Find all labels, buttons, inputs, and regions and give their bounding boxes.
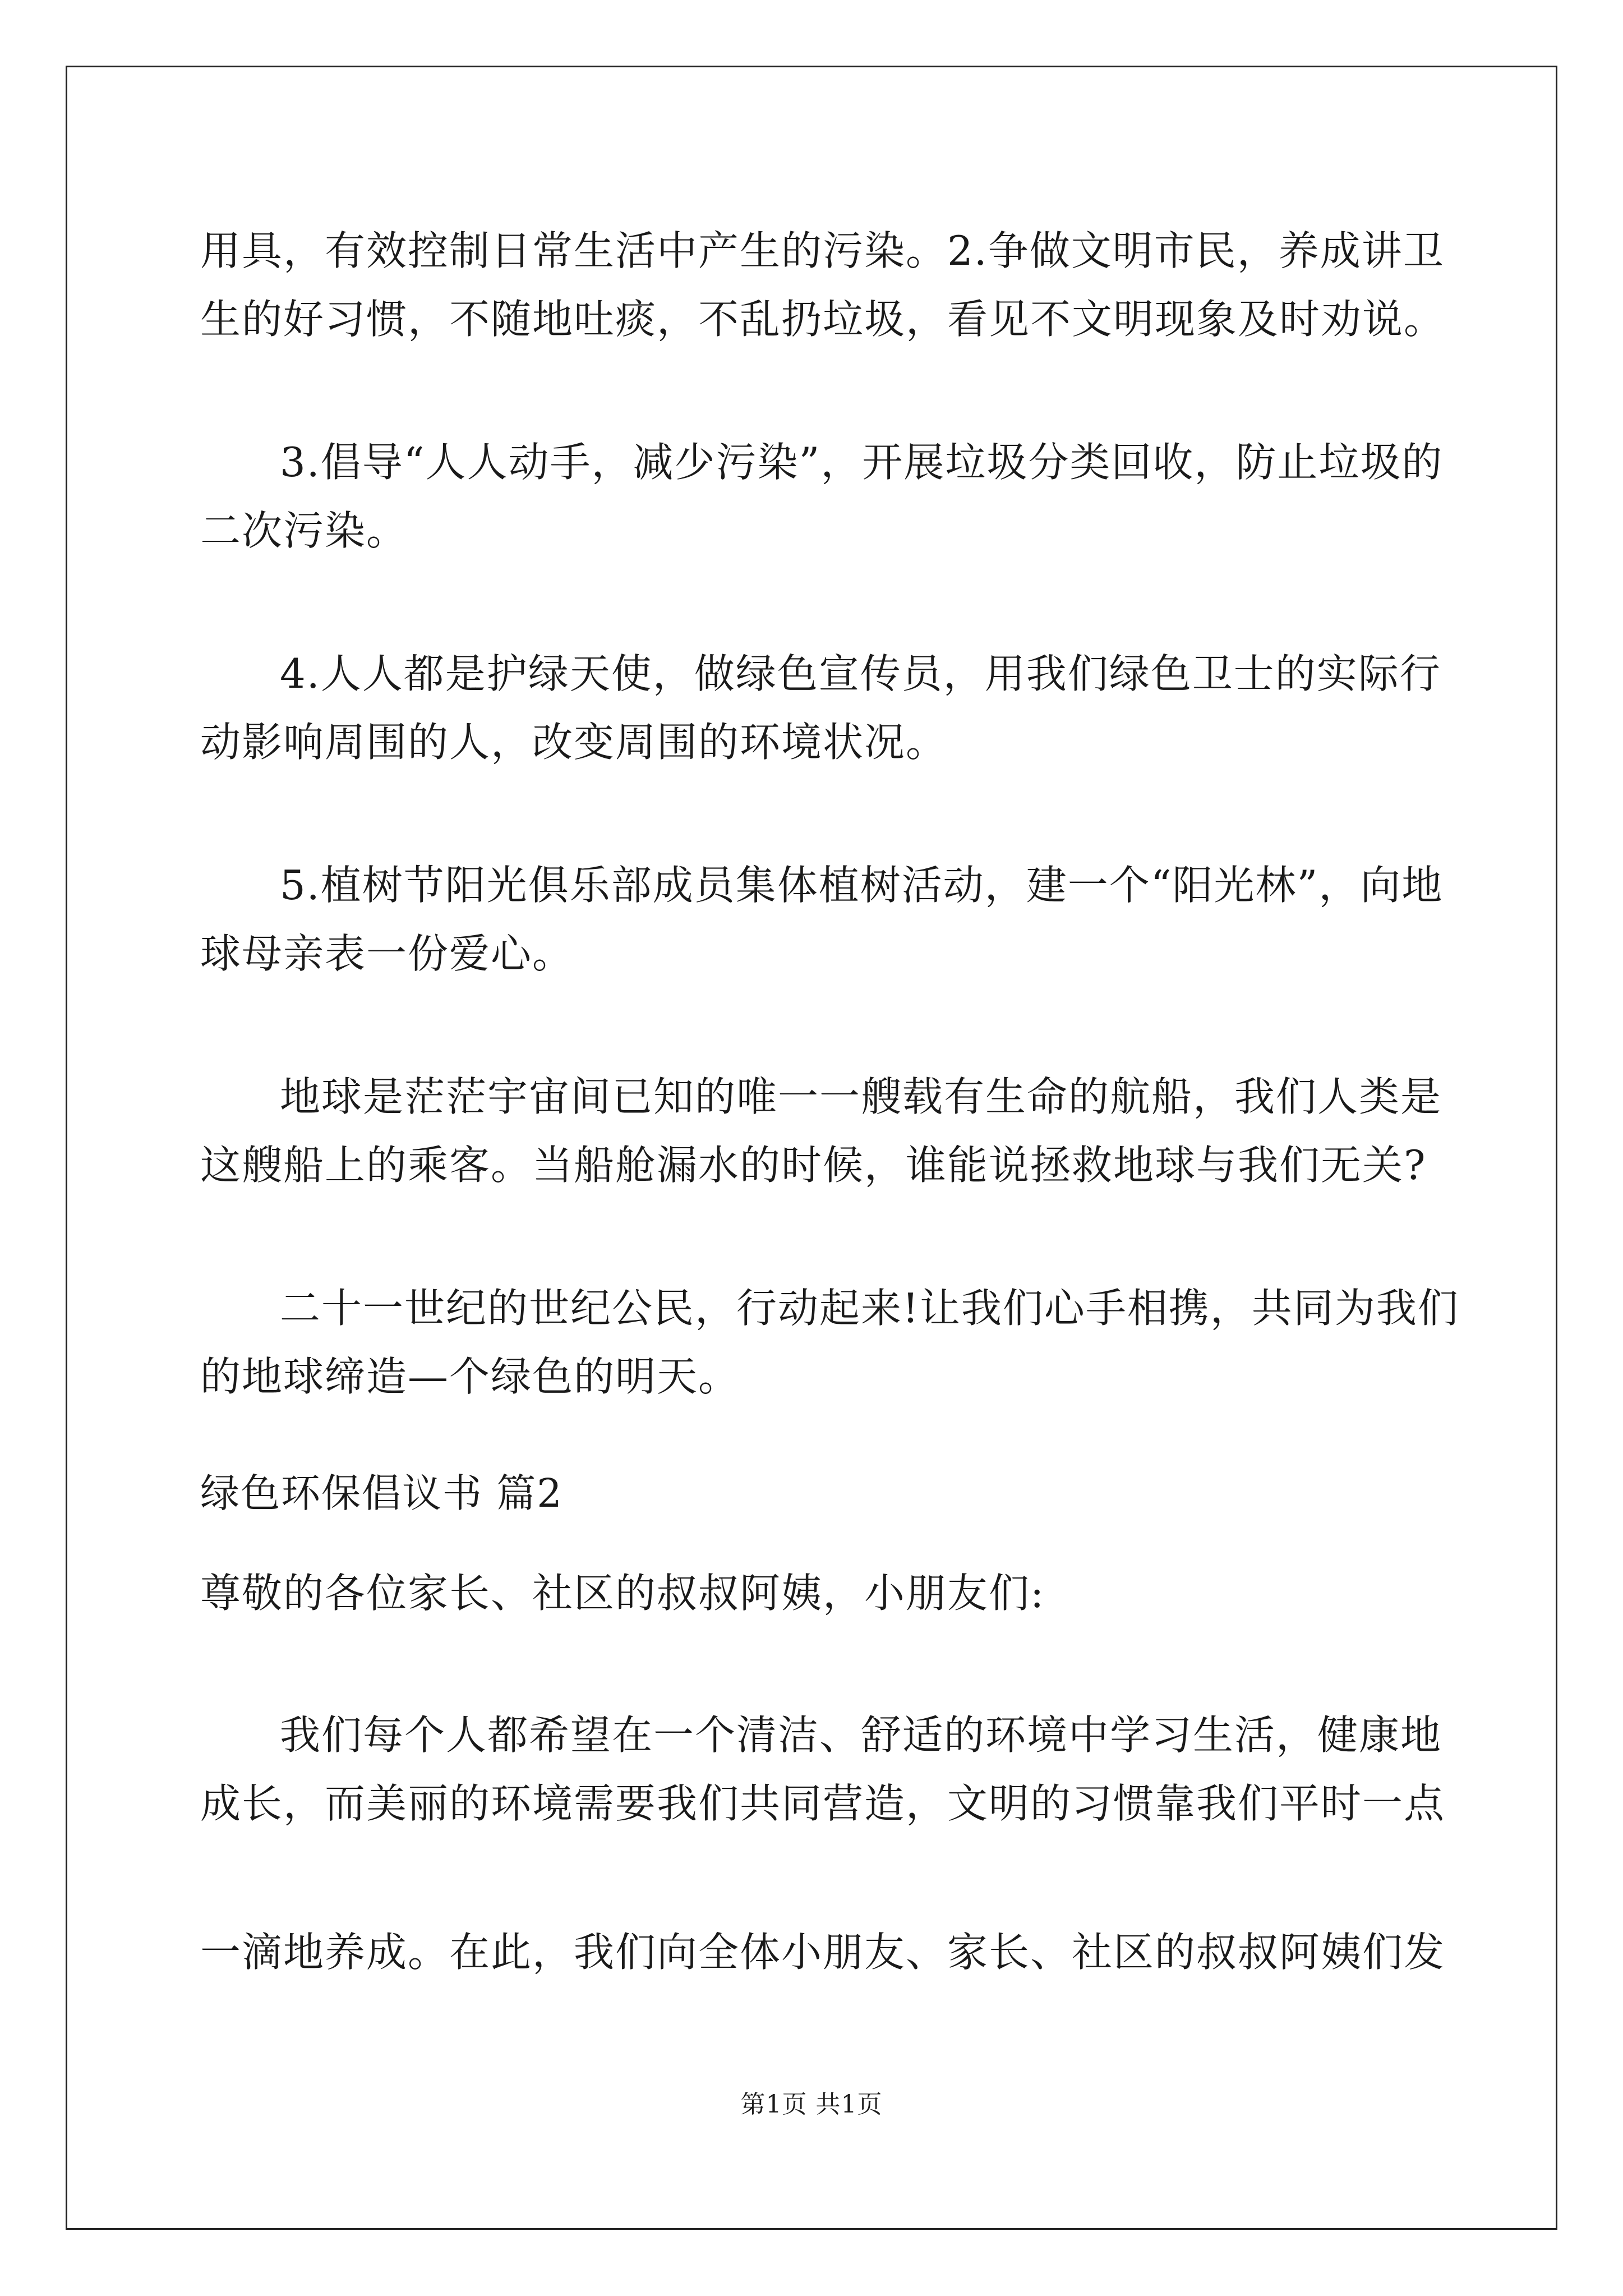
page-footer: 第1页 共1页 xyxy=(740,2090,883,2119)
body-text-line: 用具，有效控制日常生活中产生的污染。2.争做文明市民，养成讲卫 xyxy=(200,227,1445,274)
body-text-line: 地球是茫茫宇宙间已知的唯一一艘载有生命的航船，我们人类是 xyxy=(280,1073,1442,1120)
body-text-line: 动影响周围的人，改变周围的环境状况。 xyxy=(200,719,948,766)
salutation-line: 尊敬的各位家长、社区的叔叔阿姨，小朋友们: xyxy=(200,1570,1045,1617)
body-text-line: 二次污染。 xyxy=(200,507,408,554)
section-heading: 绿色环保倡议书 篇2 xyxy=(200,1470,563,1516)
body-text-line: 成长，而美丽的环境需要我们共同营造，文明的习惯靠我们平时一点 xyxy=(200,1780,1446,1827)
body-text-line: 5.植树节阳光俱乐部成员集体植树活动，建一个“阳光林”，向地 xyxy=(280,862,1444,909)
body-text-line: 3.倡导“人人动手，减少污染”，开展垃圾分类回收，防止垃圾的 xyxy=(280,439,1444,486)
body-text-line: 球母亲表一份爱心。 xyxy=(200,930,574,977)
body-text-line: 我们每个人都希望在一个清洁、舒适的环境中学习生活，健康地 xyxy=(280,1711,1442,1759)
body-text-line: 一滴地养成。在此，我们向全体小朋友、家长、社区的叔叔阿姨们发 xyxy=(200,1929,1446,1976)
body-text-line: 的地球缔造—个绿色的明天。 xyxy=(200,1353,740,1400)
body-text-line: 二十一世纪的世纪公民，行动起来!让我们心手相携，共同为我们 xyxy=(280,1285,1459,1332)
body-text-line: 4.人人都是护绿天使，做绿色宣传员，用我们绿色卫士的实际行 xyxy=(280,650,1441,697)
body-text-line: 生的好习惯，不随地吐痰，不乱扔垃圾，看见不文明现象及时劝说。 xyxy=(200,296,1446,343)
body-text-line: 这艘船上的乘客。当船舱漏水的时候，谁能说拯救地球与我们无关? xyxy=(200,1142,1427,1189)
